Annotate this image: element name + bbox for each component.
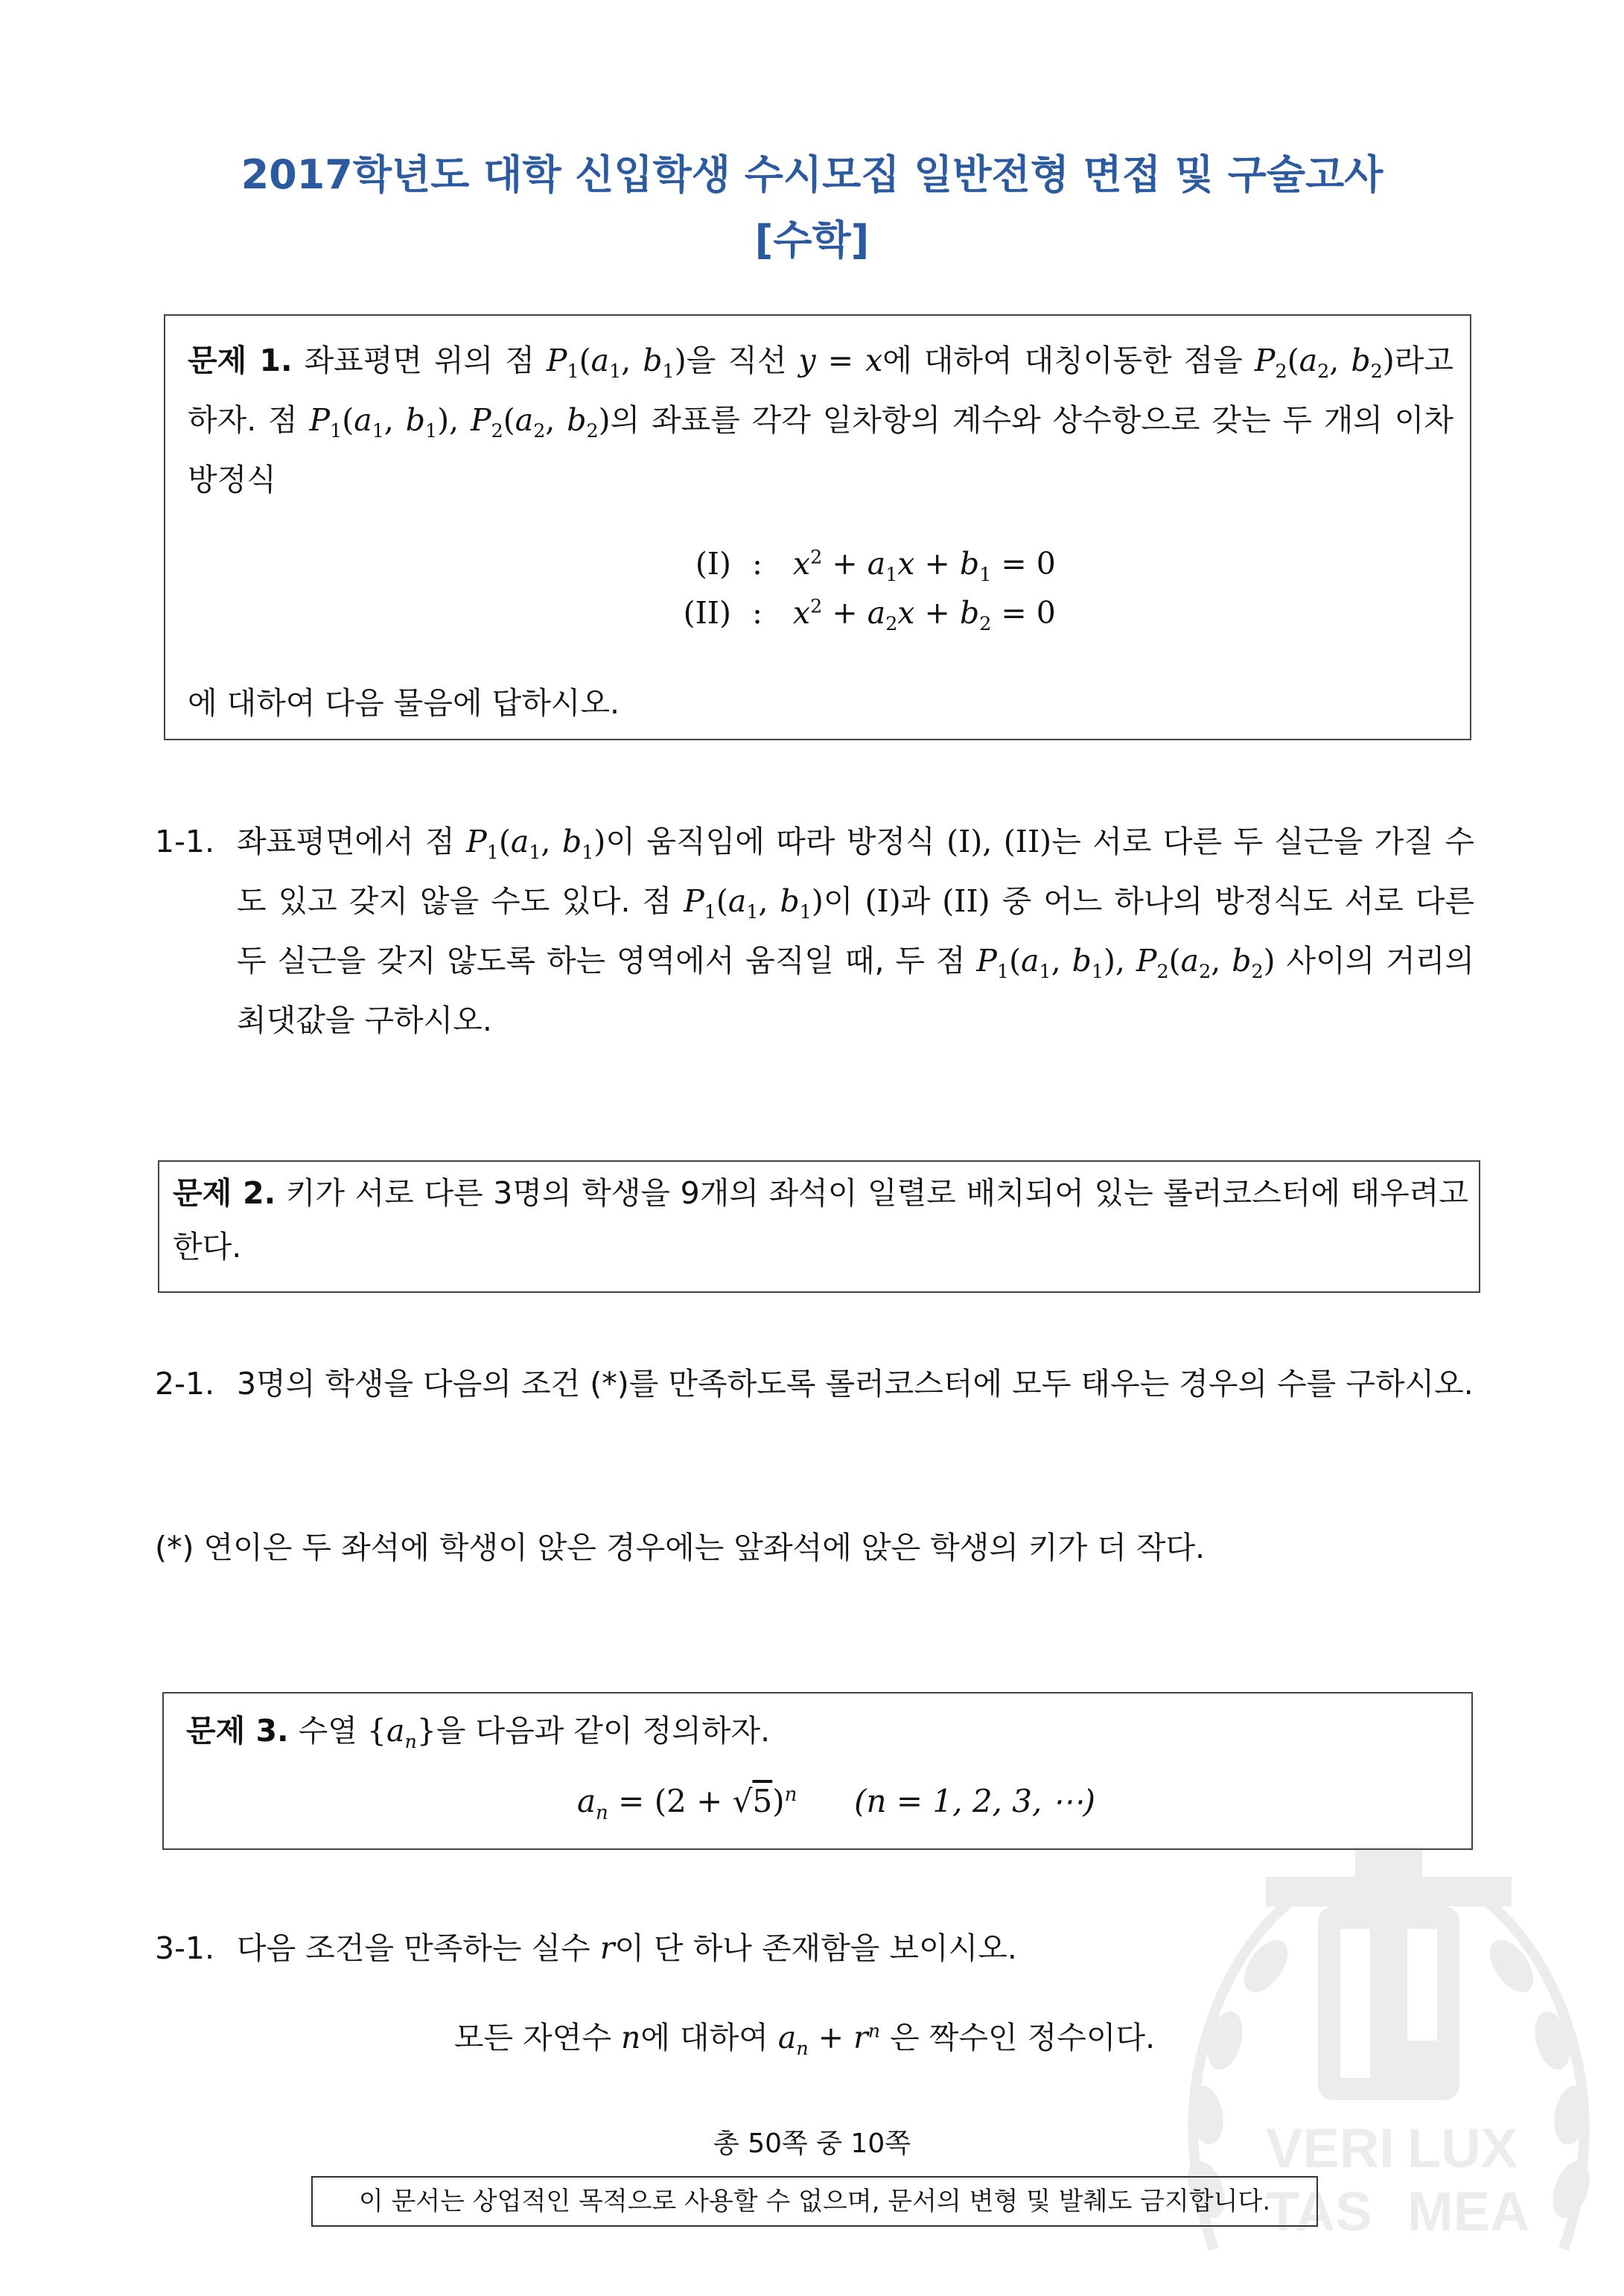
watermark-text-tas: TAS — [1266, 2181, 1372, 2242]
problem1-text: 문제 1. 좌표평면 위의 점 $P_1(a_1$, $b_1$)을 직선 y = x에 대하여 대칭이동한 점을 $P_2(a_2$, $b_2$)라고 하자. 점 $P_1(a_1$, $b_1$), $P_2(a_2$, $b_2$)의 좌표를 각각 일차항의 계수와 상수항으로 갖는 두 개의 이차방정식 — [188, 343, 1453, 497]
page-number: 총 50쪽 중 10쪽 — [713, 2128, 911, 2159]
watermark-text-lux: LUX — [1407, 2117, 1518, 2179]
problem1-heading: 문제 1. — [188, 343, 293, 378]
equation-1: (I) : $x^2 + a_1x + b_1 = 0$ — [695, 545, 1056, 586]
copyright-notice: 이 문서는 상업적인 목적으로 사용할 수 없으며, 문서의 변형 및 발췌도 금지합니다. — [311, 2176, 1318, 2227]
page-title: 2017학년도 대학 신입학생 수시모집 일반전형 면접 및 구술고사 — [241, 151, 1383, 198]
q2-1-condition: (*) 연이은 두 좌석에 학생이 앉은 경우에는 앞좌석에 앉은 학생의 키가 더 작다. — [155, 1530, 1206, 1565]
problem2-heading: 문제 2. — [173, 1175, 276, 1211]
q3-1-condition: 모든 자연수 n에 대하여 $a_n + r^n$ 은 짝수인 정수이다. — [453, 2019, 1156, 2060]
problem1-box — [164, 314, 1471, 740]
q3-1-text: 다음 조건을 만족하는 실수 r이 단 하나 존재함을 보이시오. — [237, 1930, 1017, 1966]
watermark-text-mea: MEA — [1407, 2181, 1530, 2242]
q3-1-label: 3-1. — [155, 1930, 214, 1966]
q2-1-text: 3명의 학생을 다음의 조건 (*)를 만족하도록 롤러코스터에 모두 태우는 경우의 수를 구하시오. — [237, 1366, 1474, 1402]
equation-2: (II) : $x^2 + a_2x + b_2 = 0$ — [683, 594, 1056, 635]
problem2-text: 문제 2. 키가 서로 다른 3명의 학생을 9개의 좌석이 일렬로 배치되어 있는 롤러코스터에 태우려고 한다. — [173, 1175, 1468, 1265]
problem3-heading: 문제 3. — [186, 1713, 289, 1749]
q2-1-label: 2-1. — [155, 1366, 214, 1402]
problem3-definition: $a_n = (2 + √5)^n$ (n = 1, 2, 3, ⋯) — [577, 1783, 1096, 1825]
problem3-text: 문제 3. 수열 $\{a_n\}$을 다음과 같이 정의하자. — [186, 1713, 771, 1753]
page-subtitle: [수학] — [754, 217, 870, 264]
q1-1-text: 좌표평면에서 점 $P_1(a_1$, $b_1$)이 움직임에 따라 방정식 (I), (II)는 서로 다른 두 실근을 가질 수도 있고 갖지 않을 수도 있다. 점 $P_1(a_1$, $b_1$)이 (I)과 (II) 중 어느 하나의 방정식도 서로 다른 두 실근을 갖지 않도록 하는 영역에서 움직일 때, 두 점 $P_1(a_1$, $b_1$), $P_2(a_2$, $b_2$) 사이의 거리의 최댓값을 구하시오. — [237, 824, 1474, 1038]
problem1-closing: 에 대하여 다음 물음에 답하시오. — [188, 685, 620, 721]
problem3-range: (n = 1, 2, 3, ⋯) — [854, 1783, 1096, 1819]
q1-1-label: 1-1. — [155, 824, 214, 859]
problem2-box — [158, 1160, 1480, 1293]
problem1-equations — [649, 539, 1056, 637]
watermark-text-veri: VERI — [1266, 2117, 1395, 2179]
